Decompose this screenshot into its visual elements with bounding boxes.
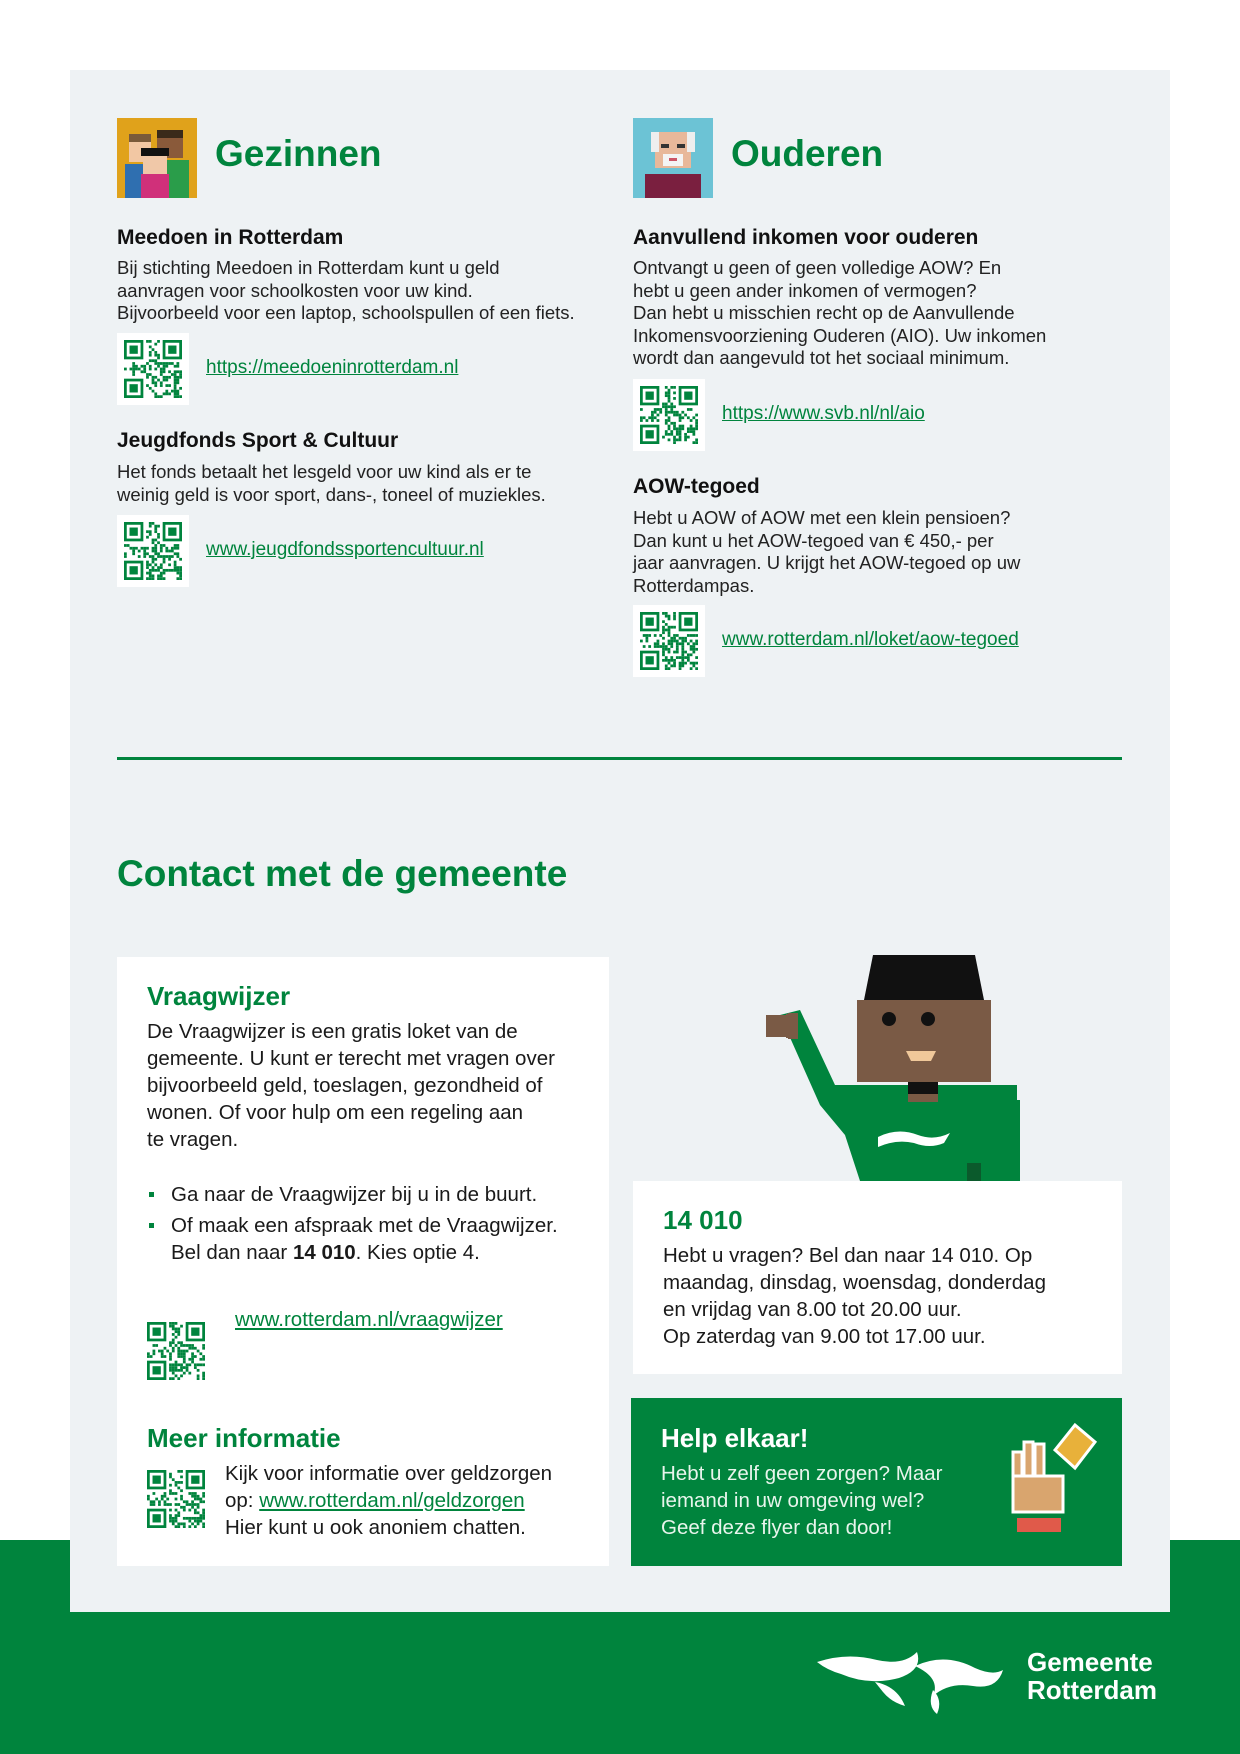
- qr-code-graphic: [147, 1322, 205, 1380]
- aow-tegoed-link[interactable]: www.rotterdam.nl/loket/aow-tegoed: [722, 629, 1019, 650]
- vraagwijzer-link[interactable]: www.rotterdam.nl/vraagwijzer: [235, 1308, 503, 1331]
- raised-hand-icon: [1005, 1420, 1101, 1540]
- vraagwijzer-bullets: [147, 1181, 587, 1270]
- aio-text: Ontvangt u geen of geen volledige AOW? En hebt u geen ander inkomen of vermogen? Dan hebt u misschien recht op de Aanvullende Inkomensvoorziening Ouderen (AIO). Uw inkomen wordt dan aangevuld tot het sociaal minimum.: [633, 257, 1047, 368]
- meedoen-text: Bij stichting Meedoen in Rotterdam kunt u geld aanvragen voor schoolkosten voor uw kind. Bijvoorbeeld voor een laptop, schoolspullen of een fiets.: [117, 257, 575, 323]
- aow-tegoed-text: Hebt u AOW of AOW met een klein pensioen? Dan kunt u het AOW-tegoed van € 450,- per jaar aanvragen. U krijgt het AOW-tegoed op uw Rotterdampas.: [633, 507, 1021, 596]
- qr-code-graphic: [124, 340, 182, 398]
- jeugdfonds-link[interactable]: www.jeugdfondssportencultuur.nl: [206, 539, 484, 560]
- geldzorgen-link[interactable]: www.rotterdam.nl/geldzorgen: [259, 1489, 525, 1512]
- contact-title: Contact met de gemeente: [117, 853, 568, 894]
- vraagwijzer-title: Vraagwijzer: [147, 981, 291, 1011]
- list-item: Ga naar de Vraagwijzer bij u in de buurt.: [147, 1181, 587, 1208]
- family-avatar-icon: [117, 118, 197, 198]
- meer-informatie-title: Meer informatie: [147, 1423, 341, 1453]
- waving-person-illustration: [760, 955, 1020, 1181]
- qr-code-icon: [117, 515, 189, 587]
- section-divider: [117, 757, 1122, 760]
- aow-tegoed-title: AOW-tegoed: [633, 475, 760, 498]
- qr-code-icon: [140, 1463, 212, 1535]
- qr-code-icon: [117, 333, 189, 405]
- brand-wordmark: Gemeente Rotterdam: [1027, 1647, 1158, 1705]
- vraagwijzer-text: De Vraagwijzer is een gratis loket van de gemeente. U kunt er terecht met vragen over bijvoorbeeld geld, toeslagen, gezondheid of wonen. Of voor hulp om een regeling aan te vragen.: [147, 1020, 555, 1151]
- qr-code-graphic: [147, 1470, 205, 1528]
- meedoen-link[interactable]: https://meedoeninrotterdam.nl: [206, 357, 459, 378]
- jeugdfonds-title: Jeugdfonds Sport & Cultuur: [117, 429, 399, 452]
- qr-code-graphic: [640, 612, 698, 670]
- phone-title: 14 010: [663, 1205, 743, 1235]
- meer-informatie-text: Kijk voor informatie over geldzorgen op: www.rotterdam.nl/geldzorgen Hier kunt u ook anoniem chatten.: [225, 1462, 553, 1539]
- qr-code-icon: [633, 379, 705, 451]
- help-text: Hebt u zelf geen zorgen? Maar iemand in uw omgeving wel? Geef deze flyer dan door!: [661, 1462, 943, 1539]
- meedoen-title: Meedoen in Rotterdam: [117, 226, 344, 249]
- phone-text: Hebt u vragen? Bel dan naar 14 010. Op maandag, dinsdag, woensdag, donderdag en vrijdag van 8.00 tot 20.00 uur. Op zaterdag van 9.00 tot 17.00 uur.: [663, 1244, 1046, 1348]
- aio-title: Aanvullend inkomen voor ouderen: [633, 226, 979, 249]
- rotterdam-lion-logo: [815, 1648, 1005, 1716]
- ouderen-title: Ouderen: [731, 133, 884, 174]
- gezinnen-title: Gezinnen: [215, 133, 382, 174]
- list-item: Of maak een afspraak met de Vraagwijzer. Bel dan naar 14 010. Kies optie 4.: [147, 1212, 587, 1266]
- help-title: Help elkaar!: [661, 1423, 809, 1453]
- aio-link[interactable]: https://www.svb.nl/nl/aio: [722, 403, 925, 424]
- jeugdfonds-text: Het fonds betaalt het lesgeld voor uw kind als er te weinig geld is voor sport, dans-, toneel of muziekles.: [117, 461, 546, 505]
- elderly-avatar-icon: [633, 118, 713, 198]
- qr-code-icon: [633, 605, 705, 677]
- qr-code-icon: [140, 1315, 212, 1387]
- qr-code-graphic: [640, 386, 698, 444]
- qr-code-graphic: [124, 522, 182, 580]
